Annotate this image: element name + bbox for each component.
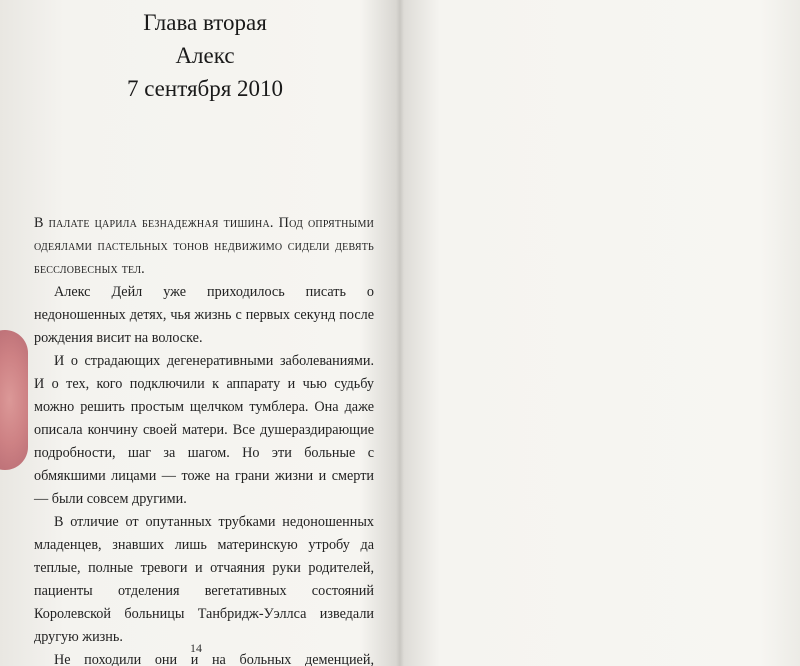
page-number: 14	[190, 641, 202, 655]
left-body-text	[34, 212, 374, 666]
chapter-name: Алекс	[175, 43, 235, 68]
paragraph: В палате царила безнадежная тишина. Под опрятными одеялами пастельных тонов недвижимо сидели девять бессловесных тел.	[34, 215, 374, 277]
chapter-date: 7 сентября 2010	[126, 76, 284, 101]
chapter-title: Глава вторая	[143, 10, 267, 35]
paragraph: И о страдающих дегенеративными заболеваниями. И о тех, кого подключили к аппарату и чью судьбу можно решить простым щелчком тумблера. Она даже описала кончину своей матери. Все душераздирающие подробности, шаг за шагом. Но эти больные с обмякшими лицами — тоже на грани жизни и смерти — были совсем другими.	[34, 353, 374, 507]
paragraph: Алекс Дейл уже приходилось писать о недоношенных детях, чья жизнь с первых секунд после рождения висит на волоске.	[34, 284, 374, 346]
right-page	[400, 0, 800, 666]
paragraph: Не походили они и на больных деменцией,	[54, 652, 374, 666]
paragraph: В отличие от опутанных трубками недоношенных младенцев, знавших лишь материнскую утробу да теплые, полные тревоги и отчаяния руки родителей, пациенты отделения вегетативных состояний Королевской больницы Танбридж-Уэллса изведали другую жизнь.	[34, 514, 374, 645]
